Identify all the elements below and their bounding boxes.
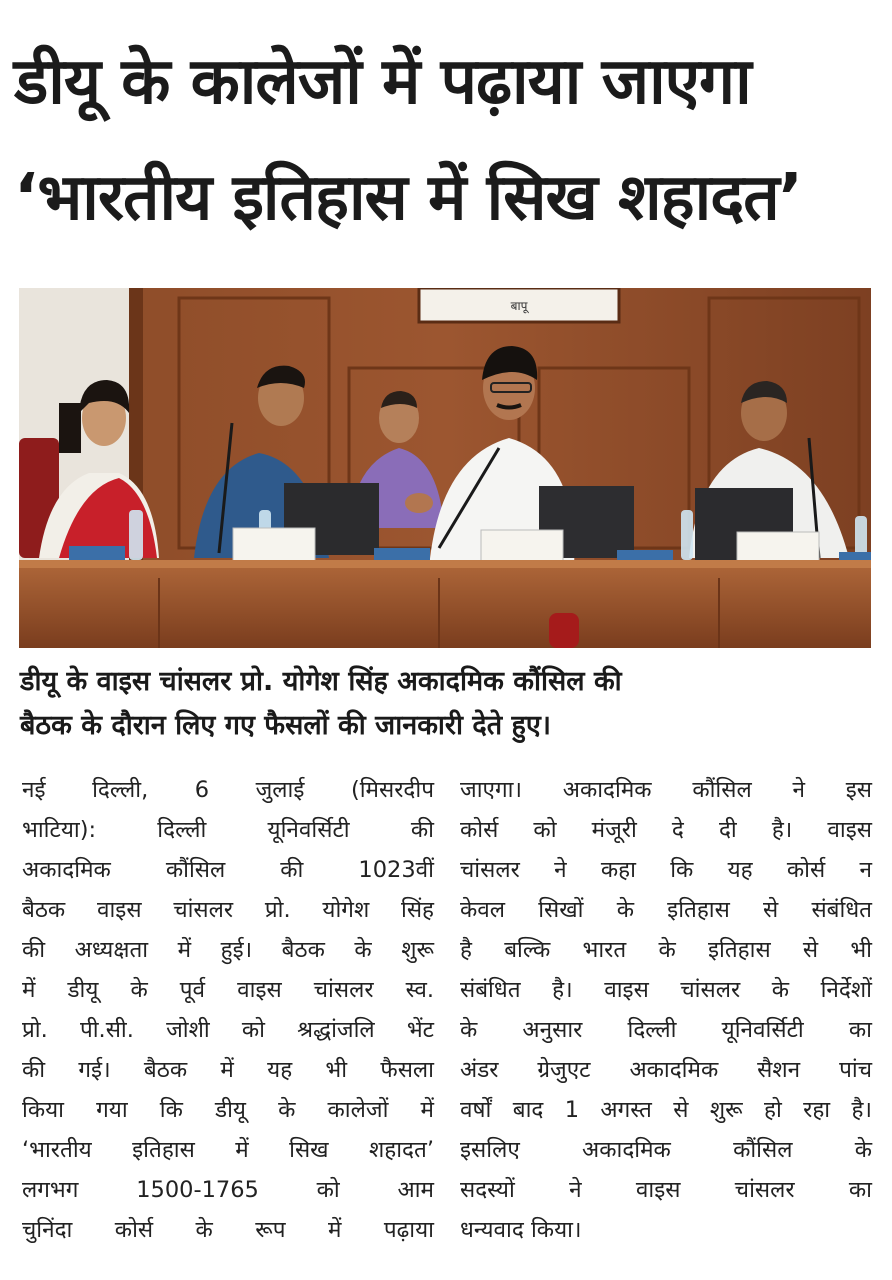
article-line: नई दिल्ली, 6 जुलाई (मिसरदीप xyxy=(22,777,434,803)
headline-line-2: ‘भारतीय इतिहास में सिख शहादत’ xyxy=(14,161,802,235)
article-line: अकादमिक कौंसिल की 1023वीं xyxy=(22,857,434,883)
news-photo xyxy=(19,288,871,648)
article-line: चुनिंदा कोर्स के रूप में पढ़ाया xyxy=(22,1217,434,1243)
article-line: कोर्स को मंजूरी दे दी है। वाइस xyxy=(460,817,872,843)
article-line: में डीयू के पूर्व वाइस चांसलर स्व. xyxy=(22,977,434,1003)
article-line: लगभग 1500-1765 को आम xyxy=(22,1177,434,1203)
article-line: किया गया कि डीयू के कालेजों में xyxy=(22,1097,434,1123)
article-line: बैठक वाइस चांसलर प्रो. योगेश सिंह xyxy=(22,897,434,923)
article-line: जाएगा। अकादमिक कौंसिल ने इस xyxy=(460,777,872,803)
article-line: चांसलर ने कहा कि यह कोर्स न xyxy=(460,857,872,883)
article-line: केवल सिखों के इतिहास से संबंधित xyxy=(460,897,872,923)
article-line: है बल्कि भारत के इतिहास से भी xyxy=(460,937,872,963)
article-line: भाटिया): दिल्ली यूनिवर्सिटी की xyxy=(22,817,434,843)
article-line: संबंधित है। वाइस चांसलर के निर्देशों xyxy=(460,977,872,1003)
wall-sign-text: बापू xyxy=(510,299,528,313)
photo-caption xyxy=(20,660,880,748)
article-line: के अनुसार दिल्ली यूनिवर्सिटी का xyxy=(460,1017,872,1043)
caption-line-1: डीयू के वाइस चांसलर प्रो. योगेश सिंह अकादमिक कौंसिल की xyxy=(20,666,622,697)
caption-line-2: बैठक के दौरान लिए गए फैसलों की जानकारी देते हुए। xyxy=(20,710,551,741)
article-line: प्रो. पी.सी. जोशी को श्रद्धांजलि भेंट xyxy=(22,1017,434,1043)
article-line: धन्यवाद किया। xyxy=(460,1217,582,1243)
article-line: की गई। बैठक में यह भी फैसला xyxy=(22,1057,434,1083)
article-line: ‘भारतीय इतिहास में सिख शहादत’ xyxy=(22,1137,434,1163)
article-line: की अध्यक्षता में हुई। बैठक के शुरू xyxy=(22,937,434,963)
article-line: इसलिए अकादमिक कौंसिल के xyxy=(460,1137,872,1163)
article-line: वर्षों बाद 1 अगस्त से शुरू हो रहा है। xyxy=(460,1097,872,1123)
headline-line-1: डीयू के कालेजों में पढ़ाया जाएगा xyxy=(14,45,751,119)
article-column-right xyxy=(460,770,872,1250)
article-line: सदस्यों ने वाइस चांसलर का xyxy=(460,1177,872,1203)
article-line: अंडर ग्रेजुएट अकादमिक सैशन पांच xyxy=(460,1057,872,1083)
article-column-left xyxy=(22,770,434,1250)
